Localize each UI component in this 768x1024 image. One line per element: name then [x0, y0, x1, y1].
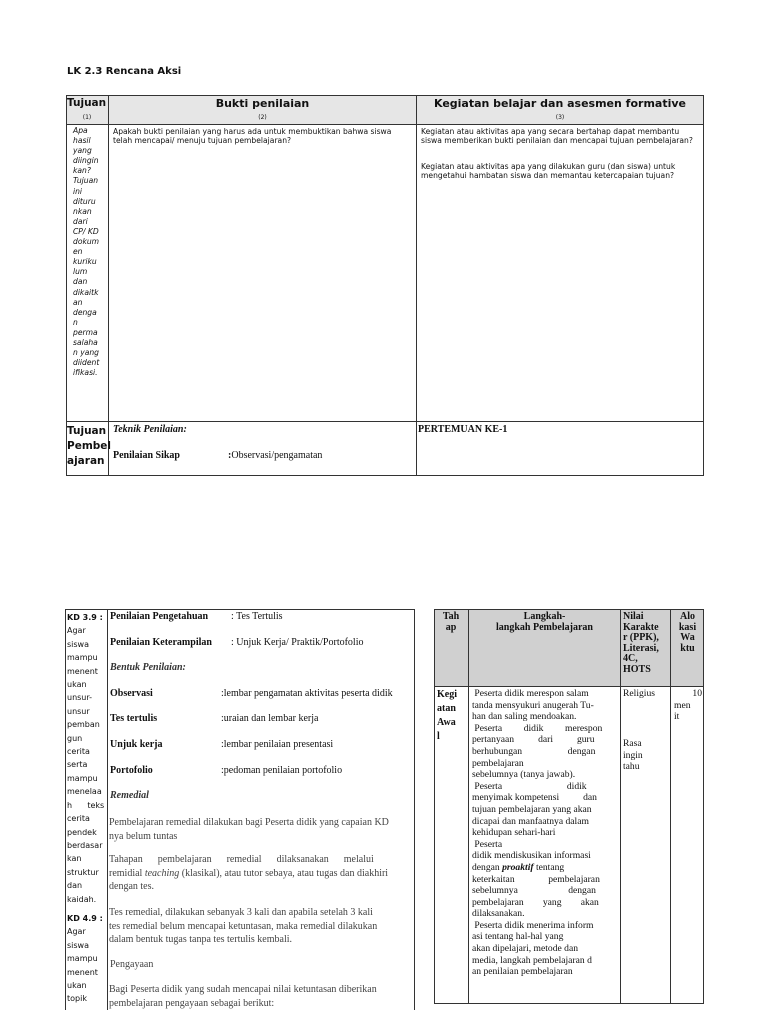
bukti-penilaian-question: Apakah bukti penilaian yang harus ada untuk membuktikan bahwa siswa telah mencapai/ menuju tujuan pembelajaran? [113, 127, 392, 145]
header-number-1: (1) [82, 114, 92, 121]
unjuk-kerja-label: Unjuk kerja [110, 739, 163, 750]
observasi-value: :lembar pengamatan aktivitas peserta didik [221, 688, 393, 699]
remedial-paragraph-3: Tes remedial, dilakukan sebanyak 3 kali dan apabila setelah 3 kali tes remedial belum mencapai ketuntasan, maka remedial dilakukan dalam bentuk tugas tanpa tes tertulis kembali. [109, 907, 378, 945]
langkah-line: Peserta didik merespon [472, 722, 603, 734]
langkah-line: han dan saling mendoakan. [472, 711, 577, 723]
kegiatan-question-2: Kegiatan atau aktivitas apa yang dilakukan guru (dan siswa) untuk mengetahui hambatan siswa dan memantau ketercapaian tujuan? [421, 162, 676, 180]
alokasi-waktu-value: 10 men it [674, 688, 702, 723]
header-langkah-pembelajaran: Langkah- langkah Pembelajaran [496, 611, 593, 633]
tes-tertulis-label: Tes tertulis [110, 713, 158, 724]
remedial-paragraph-1: Pembelajaran remedial dilakukan bagi Peserta didik yang capaian KD nya belum tuntas [109, 817, 389, 842]
header-nilai-karakter: Nilai Karakte r (PPK), Literasi, 4C, HOTS [623, 611, 659, 675]
langkah-line: Peserta [472, 838, 503, 850]
penilaian-keterampilan-value: : Unjuk Kerja/ Praktik/Portofolio [231, 637, 364, 648]
header-tujuan: Tujuan [67, 97, 107, 109]
remedial-heading: Remedial [110, 790, 149, 801]
header-kegiatan-belajar: Kegiatan belajar dan asesmen formative [433, 97, 686, 110]
langkah-line: pertanyaan dari guru [472, 734, 595, 746]
pengayaan-paragraph: Bagi Peserta didik yang sudah mencapai nilai ketuntasan diberikan pembelajaran pengayaan sebagai berikut: [109, 984, 377, 1009]
document-title: LK 2.3 Rencana Aksi [67, 66, 182, 77]
nilai-rasa-ingin-tahu: Rasa ingin tahu [623, 738, 643, 773]
langkah-line: Peserta didik merespon salam [472, 688, 589, 699]
langkah-line: menyimak kompetensi dan [472, 792, 597, 804]
header-alokasi-waktu: Alo kasi Wa ktu [678, 611, 697, 654]
header-tahap: Tah ap [442, 611, 460, 633]
langkah-line: dilaksanakan. [472, 908, 525, 920]
rencana-aksi-table [66, 95, 704, 476]
pertemuan-label: PERTEMUAN KE-1 [418, 424, 508, 435]
langkah-line: tujuan pembelajaran yang akan [472, 803, 592, 815]
tujuan-description: Apa hasil yang diingin kan? Tujuan ini dituru nkan dari CP/ KD dokum en kuriku lum dan dikaitk an denga n perma salaha n yang diident ifikasi. [73, 126, 100, 378]
langkah-line: media, langkah pembelajaran d [472, 954, 592, 966]
penilaian-sikap-value: :Observasi/pengamatan [228, 450, 323, 461]
header-number-3: (3) [555, 114, 565, 121]
remedial-paragraph-2: Tahapan pembelajaran remedial dilaksanakan melalui remidial teaching (klasikal), atau tutor sebaya, atau tugas dan diakhiri dengan tes. [109, 854, 389, 892]
langkah-line: didik mendiskusikan informasi [472, 850, 591, 862]
langkah-line: sebelumnya (tanya jawab). [472, 769, 576, 781]
unjuk-kerja-value: :lembar penilaian presentasi [221, 739, 334, 750]
langkah-line: berhubungan dengan [472, 745, 596, 757]
langkah-line: pembelajaran [472, 757, 524, 769]
langkah-line: pembelajaran yang akan [472, 896, 599, 908]
langkah-list [472, 688, 616, 978]
tahap-kegiatan-awal: Kegi atan Awa l [437, 689, 457, 742]
penilaian-sikap-text: Observasi/pengamatan [231, 450, 323, 461]
tujuan-pembelajaran-label: Tujuan Pembel ajaran [67, 425, 111, 467]
langkah-line: Peserta didik menerima inform [472, 919, 594, 931]
nilai-religius: Religius [623, 688, 655, 699]
portofolio-value: :pedoman penilaian portofolio [221, 765, 343, 776]
langkah-line: tanda mensyukuri anugerah Tu- [472, 699, 594, 711]
penilaian-pengetahuan-value: : Tes Tertulis [231, 611, 283, 622]
langkah-pembelajaran-table [434, 609, 704, 1004]
penilaian-sikap-label: Penilaian Sikap [113, 450, 180, 461]
langkah-line: kehidupan sehari-hari [472, 827, 556, 839]
kegiatan-question-1: Kegiatan atau aktivitas apa yang secara bertahap dapat membantu siswa memberikan bukti penilaian dan mencapai tujuan pembelajaran? [421, 127, 693, 145]
observasi-label: Observasi [110, 688, 153, 699]
langkah-line: dicapai dan manfaatnya dalam [472, 815, 589, 827]
langkah-line: Peserta didik [472, 780, 587, 792]
teknik-penilaian-label: Teknik Penilaian: [113, 424, 187, 435]
langkah-line: an penilaian pembelajaran [472, 966, 573, 978]
langkah-line: asi tentang hal-hal yang [472, 931, 564, 943]
bentuk-penilaian-heading: Bentuk Penilaian: [110, 662, 186, 673]
table-frame [66, 95, 704, 476]
langkah-line: dengan proaktif tentang [472, 861, 565, 873]
header-bukti-penilaian: Bukti penilaian [215, 97, 310, 110]
portofolio-label: Portofolio [110, 765, 153, 776]
kompetensi-dasar-text: KD 3.9 : Agar siswa mampu menent ukan unsur- unsur pemban gun cerita serta mampu menelaa h teks cerita pendek berdasar kan struktur dan kaidah. KD 4.9 : Agar siswa mampu menent ukan topik [67, 613, 105, 1004]
tes-tertulis-value: :uraian dan lembar kerja [221, 713, 319, 724]
penilaian-keterampilan-label: Penilaian Keterampilan [110, 637, 212, 648]
langkah-line: keterkaitan pembelajaran [472, 873, 600, 885]
penilaian-pengetahuan-label: Penilaian Pengetahuan [110, 611, 209, 622]
langkah-line: sebelumnya dengan [472, 885, 596, 897]
penilaian-table [65, 609, 415, 1010]
header-number-2: (2) [258, 114, 267, 121]
pengayaan-heading: Pengayaan [110, 959, 154, 970]
langkah-line: akan dipelajari, metode dan [472, 943, 579, 955]
